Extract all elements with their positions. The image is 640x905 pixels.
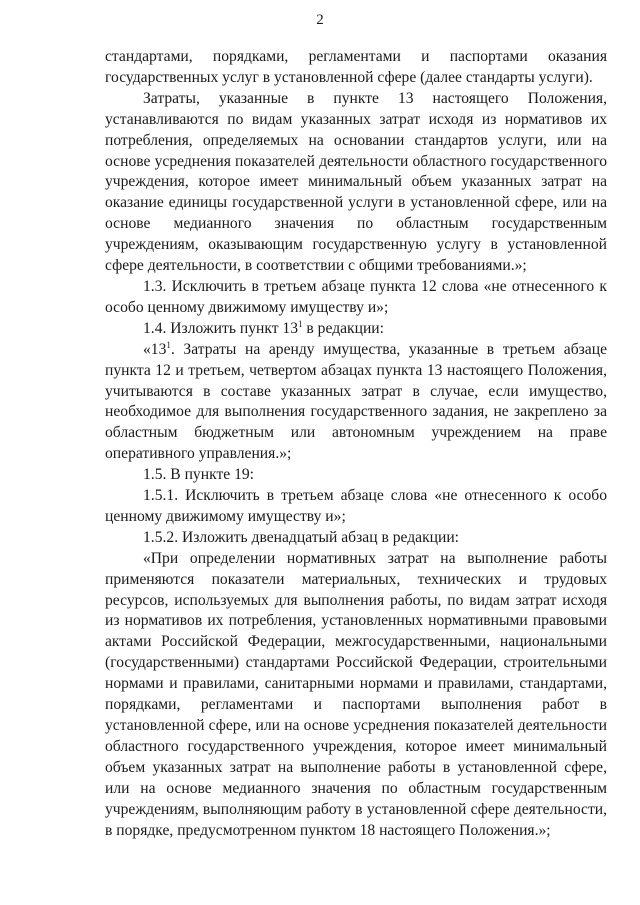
paragraph-item-1-5: 1.5. В пункте 19:: [143, 466, 255, 484]
paragraph-item-1-4-lead: 1.4. Изложить пункт 13: [143, 319, 299, 337]
paragraph-clause-13-1-lead: «13: [143, 340, 167, 358]
paragraph-clause-13-1: [105, 340, 607, 465]
superscript-index: 1: [298, 318, 303, 329]
paragraph-normative-costs: «При определении нормативных затрат на выполнение работы применяются показатели материальных, технических и трудовых ресурсов, используемых для выполнения работы, по видам затрат исходя из нормативов их потребления, установленных нормативными правовыми актами Российской Федерации, межгосударственными, национальными (государственными) стандартами Российской Федерации, строительными нормами и правилами, санитарными нормами и правилами, стандартами, порядками, регламентами и паспортами выполнения работ в установленной сфере, или на основе усреднения показателей деятельности областного государственного учреждения, которое имеет минимальный объем указанных затрат на выполнение работы в установленной сфере, или на основе медианного значения по областным государственным учреждениям, выполняющим работу в установленной сфере деятельности, в порядке, предусмотренном пунктом 18 настоящего Положения.»;: [105, 549, 607, 839]
document-body: [105, 47, 607, 841]
paragraph-costs: Затраты, указанные в пункте 13 настоящего Положения, устанавливаются по видам указанных затрат исходя из нормативов их потребления, определяемых на основании стандартов услуги, или на основе усреднения показателей деятельности областного государственного учреждения, которое имеет минимальный объем указанных затрат на оказание единицы государственной услуги в установленной сфере, или на основе медианного значения по областным государственным учреждениям, оказывающим государственную услугу в установленной сфере деятельности, в соответствии с общими требованиями.»;: [105, 89, 607, 275]
paragraph-item-1-4-tail: в редакции:: [302, 319, 384, 337]
superscript-index: 1: [166, 339, 171, 350]
paragraph-item-1-4: [105, 319, 607, 340]
paragraph-item-1-5-2: 1.5.2. Изложить двенадцатый абзац в редакции:: [143, 528, 460, 546]
page-number: 2: [316, 12, 324, 28]
paragraph-item-1-5-1: 1.5.1. Исключить в третьем абзаце слова «не отнесенного к особо ценному движимому имуществу и»;: [105, 487, 607, 525]
paragraph-clause-13-1-tail: . Затраты на аренду имущества, указанные в третьем абзаце пункта 12 и третьем, четвертом абзацах пункта 13 настоящего Положения, учитываются в составе указанных затрат в случае, если имущество, необходимое для выполнения государственного задания, не закреплено за областным бюджетным или автономным учреждением на праве оперативного управления.»;: [105, 340, 607, 463]
paragraph-item-1-3: 1.3. Исключить в третьем абзаце пункта 12 слова «не отнесенного к особо ценному движимому имуществу и»;: [105, 277, 607, 316]
paragraph-continuation: стандартами, порядками, регламентами и паспортами оказания государственных услуг в установленной сфере (далее стандарты услуги).: [105, 48, 607, 86]
